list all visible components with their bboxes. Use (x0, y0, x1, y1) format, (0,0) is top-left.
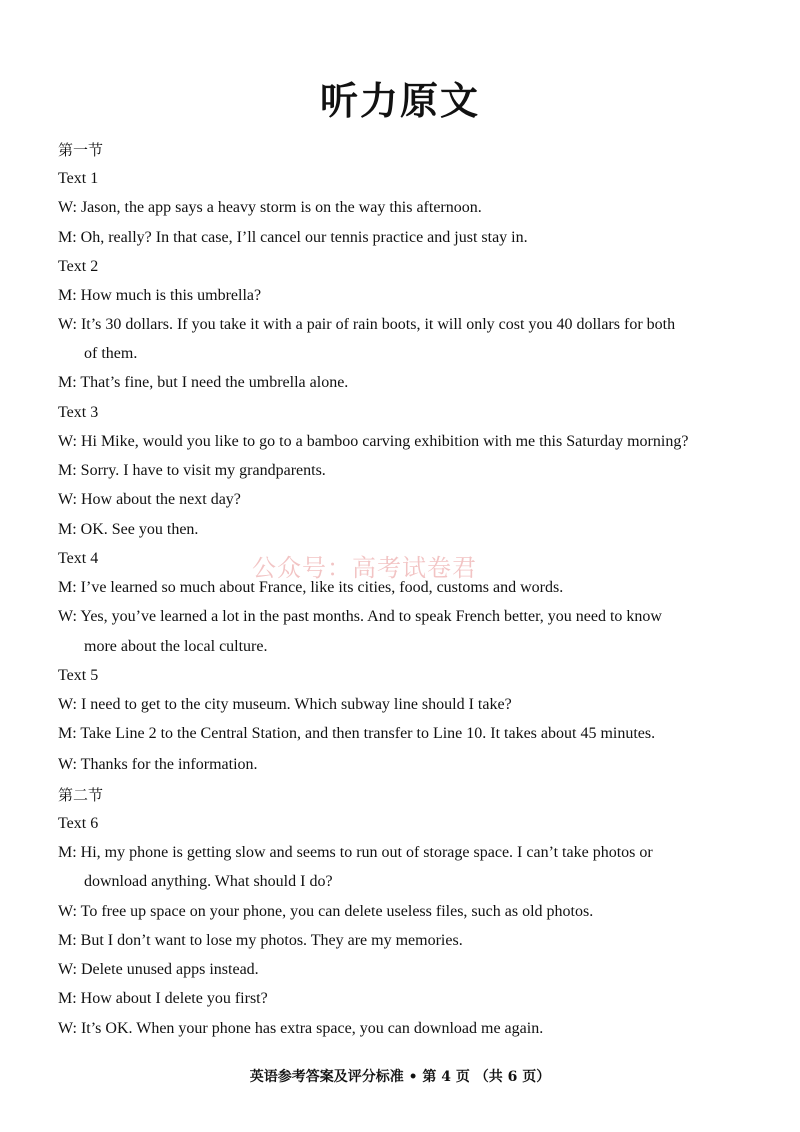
dialogue-line: W: It’s OK. When your phone has extra space, you can download me again. (58, 1020, 544, 1037)
text-heading: Text 2 (58, 258, 99, 275)
dialogue-line: W: It’s 30 dollars. If you take it with a pair of rain boots, it will only cost you 40 dollars for both (58, 316, 676, 333)
dialogue-line: W: Jason, the app says a heavy storm is on the way this afternoon. (58, 199, 482, 216)
dialogue-continuation: download anything. What should I do? (84, 873, 333, 890)
dialogue-continuation: of them. (84, 345, 138, 362)
dialogue-line: M: Sorry. I have to visit my grandparents. (58, 462, 326, 479)
dialogue-line: W: Hi Mike, would you like to go to a bamboo carving exhibition with me this Saturday morning? (58, 433, 689, 450)
dialogue-line: W: To free up space on your phone, you can delete useless files, such as old photos. (58, 903, 594, 920)
dialogue-line: W: Thanks for the information. (58, 756, 258, 773)
dialogue-line: M: I’ve learned so much about France, like its cities, food, customs and words. (58, 579, 564, 596)
page-title: 听力原文 (319, 78, 480, 123)
dialogue-line: M: Oh, really? In that case, I’ll cancel our tennis practice and just stay in. (58, 229, 528, 246)
dialogue-line: M: How much is this umbrella? (58, 287, 262, 304)
watermark: 公众号：高考试卷君 (252, 554, 477, 582)
text-heading: Text 3 (58, 404, 99, 421)
text-heading: Text 4 (58, 550, 99, 567)
dialogue-line: M: OK. See you then. (58, 521, 199, 538)
section-heading: 第二节 (58, 786, 104, 804)
dialogue-continuation: more about the local culture. (84, 638, 268, 655)
dialogue-line: M: But I don’t want to lose my photos. They are my memories. (58, 932, 463, 949)
dialogue-line: W: How about the next day? (58, 491, 241, 508)
dialogue-line: M: That’s fine, but I need the umbrella alone. (58, 374, 349, 391)
section-heading: 第一节 (58, 141, 104, 159)
text-heading: Text 6 (58, 815, 99, 832)
dialogue-line: W: Delete unused apps instead. (58, 961, 259, 978)
dialogue-line: M: Take Line 2 to the Central Station, and then transfer to Line 10. It takes about 45 minutes. (58, 725, 656, 742)
dialogue-line: M: Hi, my phone is getting slow and seems to run out of storage space. I can’t take photos or (58, 844, 653, 861)
dialogue-line: M: How about I delete you first? (58, 990, 268, 1007)
text-heading: Text 1 (58, 170, 99, 187)
dialogue-line: W: I need to get to the city museum. Which subway line should I take? (58, 696, 512, 713)
dialogue-line: W: Yes, you’ve learned a lot in the past months. And to speak French better, you need to know (58, 608, 662, 625)
page-footer: 英语参考答案及评分标准 • 第 4 页 （共 6 页） (249, 1069, 551, 1085)
text-heading: Text 5 (58, 667, 99, 684)
